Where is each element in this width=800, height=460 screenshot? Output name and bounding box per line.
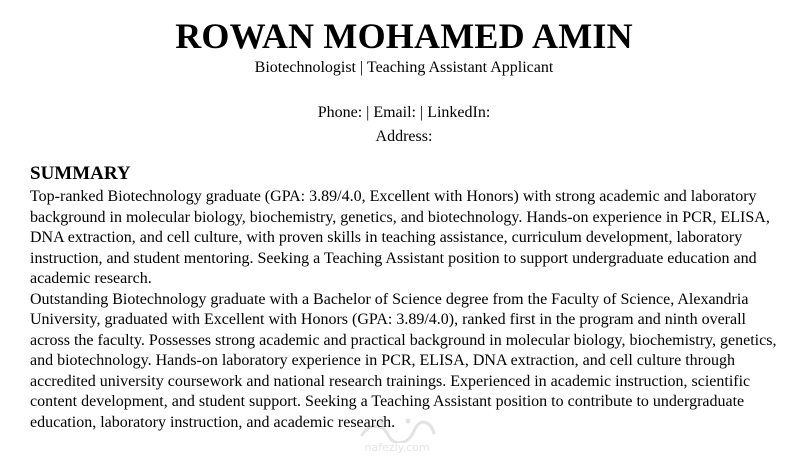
- contact-block: [0, 101, 800, 149]
- candidate-name: ROWAN MOHAMED AMIN: [175, 16, 633, 56]
- summary-paragraph: Outstanding Biotechnology graduate with a Bachelor of Science degree from the Faculty of Science, Alexandria University, graduated with Excellent with Honors (GPA: 3.89/4.0), ranked first in the program and ninth overall across the faculty. Possesses strong academic and practical background in molecular biology, biochemistry, genetics, and biotechnology. Hands-on laboratory experience in PCR, ELISA, DNA extraction, and cell culture through accredited university coursework and national research trainings. Experienced in academic instruction, scientific content development, and student support. Seeking a Teaching Assistant position to contribute to undergraduate education, laboratory instruction, and academic research.: [30, 290, 777, 431]
- summary-section: [30, 187, 782, 433]
- contact-line: Phone: | Email: | LinkedIn:: [317, 104, 491, 121]
- candidate-title: Biotechnologist | Teaching Assistant Applicant: [254, 59, 554, 76]
- summary-heading: SUMMARY: [30, 163, 131, 184]
- address-line: Address:: [375, 128, 433, 145]
- watermark-text: nafezly.com: [364, 441, 430, 454]
- summary-paragraph: Top-ranked Biotechnology graduate (GPA: 3.89/4.0, Excellent with Honors) with strong academic and laboratory background in molecular biology, biochemistry, genetics, and biotechnology. Hands-on experience in PCR, ELISA, DNA extraction, and cell culture, with proven skills in teaching assistance, curriculum development, laboratory instruction, and student mentoring. Seeking a Teaching Assistant position to support undergraduate education and academic research.: [30, 188, 770, 287]
